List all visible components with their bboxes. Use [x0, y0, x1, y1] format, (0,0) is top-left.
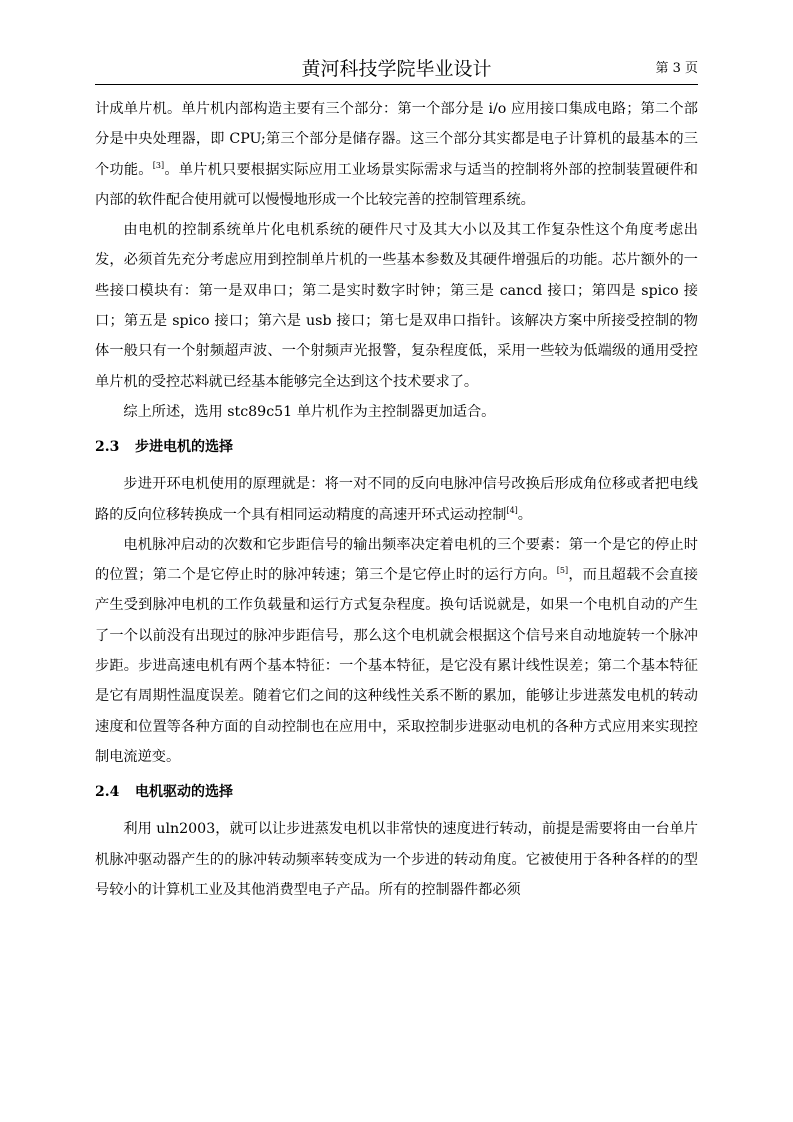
section-title: 步进电机的选择 [135, 439, 233, 456]
paragraph-text: 。 [517, 506, 532, 523]
page-header [95, 56, 698, 85]
paragraph-stepper-principle [95, 469, 698, 530]
citation-ref: [4] [506, 505, 518, 515]
paragraph-text: 。单片机只要根据实际应用工业场景实际需求与适当的控制将外部的控制装置硬件和内部的软件配合使用就可以慢慢地形成一个比较完善的控制管理系统。 [95, 161, 698, 208]
document-body [95, 94, 698, 905]
citation-ref: [5] [556, 566, 569, 576]
paragraph-conclusion: 综上所述，选用 stc89c51 单片机作为主控制器更加适合。 [123, 403, 496, 420]
paragraph-stepper-features [95, 530, 698, 772]
header-title: 黄河科技学院毕业设计 [301, 58, 492, 80]
paragraph-text: 计成单片机。单片机内部构造主要有三个部分：第一个部分是 i/o 应用接口集成电路；第二个部分是中央处理器，即 CPU;第三个部分是储存器。这三个部分其实都是电子计算机的最基本的三个功能。 [95, 101, 698, 178]
section-number: 2.3 [95, 439, 120, 456]
section-title: 电机驱动的选择 [135, 784, 233, 801]
paragraph-text: ，而且超载不会直接产生受到脉冲电机的工作负载量和运行方式复杂程度。换句话说就是，如果一个电机自动的产生了一个以前没有出现过的脉冲步距信号，那么这个电机就会根据这个信号来自动地旋转一个脉冲步距。步进高速电机有两个基本特征：一个基本特征，是它没有累计线性误差；第二个基本特征是它有周期性温度误差。随着它们之间的这种线性关系不断的累加，能够让步进蒸发电机的转动速度和位置等各种方面的自动控制也在应用中，采取控制步进驱动电机的各种方式应用来实现控制电流逆变。 [95, 567, 698, 765]
citation-ref: [3] [152, 160, 165, 170]
page-number: 第 3 页 [655, 61, 698, 76]
paragraph-driver: 利用 uln2003，就可以让步进蒸发电机以非常快的速度进行转动，前提是需要将由一台单片机脉冲驱动器产生的的脉冲转动频率转变成为一个步进的转动角度。它被使用于各种各样的的型号较小的计算机工业及其他消费型电子产品。所有的控制器件都必须 [95, 821, 698, 898]
section-number: 2.4 [95, 784, 120, 801]
paragraph-text: 电机脉冲启动的次数和它步距信号的输出频率决定着电机的三个要素：第一个是它的停止时的位置；第二个是它停止时的脉冲转速；第三个是它停止时的运行方向。 [95, 536, 698, 584]
paragraph-mcu-structure [95, 94, 698, 215]
section-heading-2-4 [95, 772, 698, 814]
paragraph-interfaces: 由电机的控制系统单片化电机系统的硬件尺寸及其大小以及其工作复杂性这个角度考虑出发，必须首先充分考虑应用到控制单片机的一些基本参数及其硬件增强后的功能。芯片额外的一些接口模块有：第一是双串口；第二是实时数字时钟；第三是 cancd 接口；第四是 spico 接口；第五是 spico 接口；第六是 usb 接口；第七是双串口指针。该解决方案中所接受控制的物体一般只有一个射频超声波、一个射频声光报警，复杂程度低，采用一些较为低端级的通用受控单片机的受控芯料就已经基本能够完全达到这个技术要求了。 [95, 222, 698, 390]
paragraph-text: 步进开环电机使用的原理就是：将一对不同的反向电脉冲信号改换后形成角位移或者把电线路的反向位移转换成一个具有相同运动精度的高速开环式运动控制 [95, 476, 698, 523]
section-heading-2-3 [95, 427, 698, 469]
